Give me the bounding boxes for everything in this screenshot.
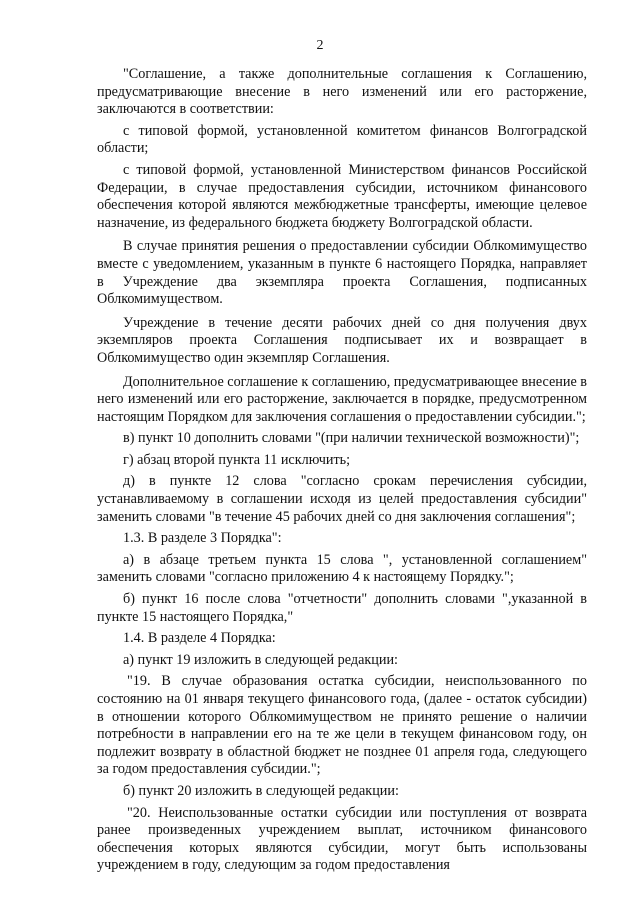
- paragraph: 1.4. В разделе 4 Порядка:: [123, 630, 276, 647]
- paragraph: а) в абзаце третьем пункта 15 слова ", установленной соглашением" заменить словами "согласно приложению 4 к настоящему Порядку.";: [97, 551, 587, 586]
- paragraph: 1.3. В разделе 3 Порядка":: [123, 530, 282, 547]
- document-body: [97, 66, 587, 875]
- paragraph: д) в пункте 12 слова "согласно срокам перечисления субсидии, устанавливаемому в соглашении исходя из целей предоставления субсидии" заменить словами "в течение 45 рабочих дней со дня заключения соглашения";: [97, 473, 587, 525]
- paragraph: г) абзац второй пункта 11 исключить;: [123, 451, 351, 468]
- paragraph: а) пункт 19 изложить в следующей редакции:: [123, 651, 398, 668]
- paragraph: б) пункт 20 изложить в следующей редакции:: [123, 782, 399, 799]
- paragraph: "Соглашение, а также дополнительные соглашения к Соглашению, предусматривающие внесение в него изменений или его расторжение, заключаются в соответствии:: [97, 66, 587, 118]
- paragraph: "20. Неиспользованные остатки субсидии или поступления от возврата ранее произведенных учреждением выплат, источником финансового обеспечения которых являются субсидии, могут быть использованы учреждением в году, следующим за годом предоставления: [97, 804, 587, 874]
- paragraph: с типовой формой, установленной комитетом финансов Волгоградской области;: [97, 122, 587, 157]
- paragraph: Учреждение в течение десяти рабочих дней со дня получения двух экземпляров проекта Соглашения подписывает их и возвращает в Облкомимущество один экземпляр Соглашения.: [97, 314, 587, 366]
- page-number: 2: [316, 38, 324, 53]
- paragraph: б) пункт 16 после слова "отчетности" дополнить словами ",указанной в пункте 15 настоящего Порядка,": [97, 591, 587, 625]
- paragraph: Дополнительное соглашение к соглашению, предусматривающее внесение в него изменений или его расторжение, заключается в порядке, предусмотренном настоящим Порядком для заключения соглашения о предоставлении субсидии.";: [97, 373, 587, 425]
- paragraph: "19. В случае образования остатка субсидии, неиспользованного по состоянию на 01 января текущего финансового года, (далее - остаток субсидии) в отношении которого Облкомимуществом не принято решение о наличии потребности в направлении его на те же цели в текущем финансовом году, он подлежит возврату в областной бюджет не позднее 01 апреля года, следующего за годом предоставления субсидии.";: [97, 673, 587, 778]
- paragraph: В случае принятия решения о предоставлении субсидии Облкомимущество вместе с уведомлением, указанным в пункте 6 настоящего Порядка, направляет в Учреждение два экземпляра проекта Соглашения, подписанных Облкомимуществом.: [97, 238, 587, 308]
- paragraph: с типовой формой, установленной Министерством финансов Российской Федерации, в случае предоставления субсидии, источником финансового обеспечения которой являются межбюджетные трансферты, имеющие целевое назначение, из федерального бюджета бюджету Волгоградской области.: [97, 161, 587, 231]
- paragraph: в) пункт 10 дополнить словами "(при наличии технической возможности)";: [123, 430, 580, 447]
